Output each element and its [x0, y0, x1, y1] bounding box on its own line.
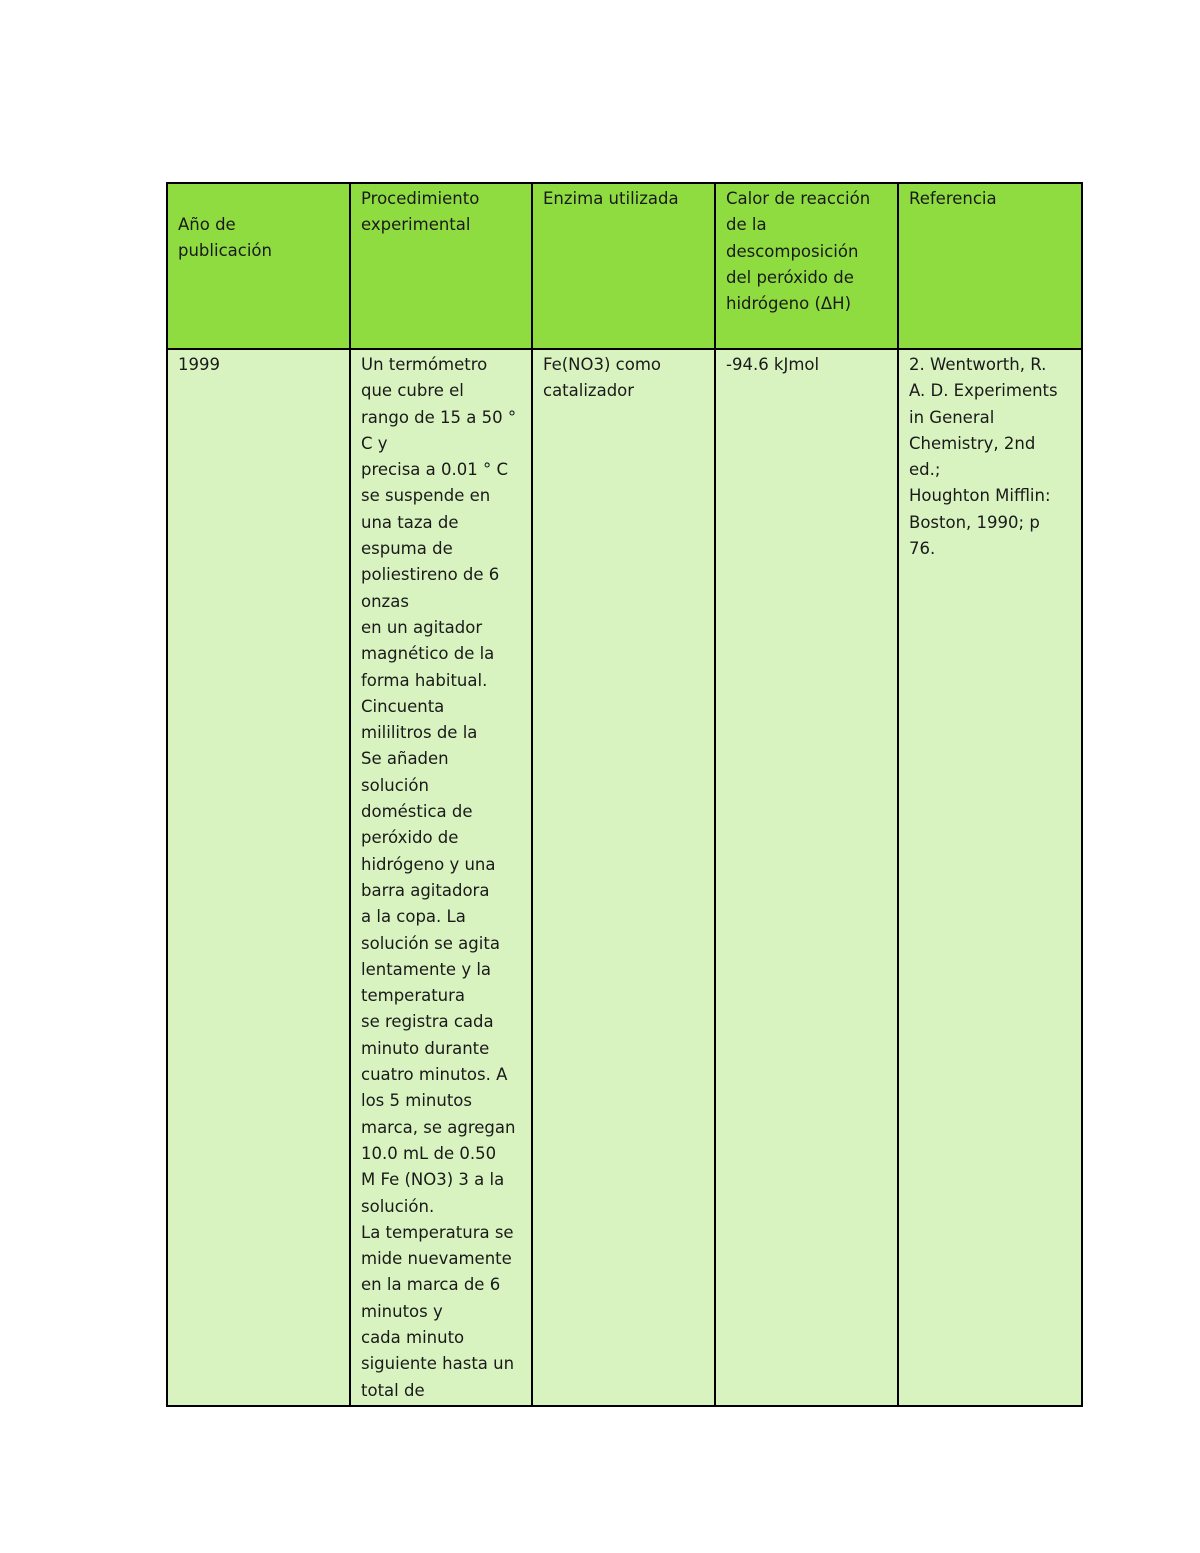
- header-reference-label: Referencia: [909, 189, 997, 208]
- cell-heat: [715, 349, 898, 1406]
- header-cell-enzyme: [532, 183, 715, 349]
- data-table: [166, 182, 1083, 1407]
- reference-text: 2. Wentworth, R. A. D. Experiments in General Chemistry, 2nd ed.; Houghton Mifflin: Boston, 1990; p 76.: [909, 355, 1058, 559]
- header-procedure-label: Procedimiento experimental: [361, 189, 480, 235]
- cell-enzyme: [532, 349, 715, 1406]
- header-enzyme-label: Enzima utilizada: [543, 189, 679, 208]
- header-year-label: Año de publicación: [178, 215, 272, 261]
- cell-reference: [898, 349, 1082, 1406]
- cell-procedure: [350, 349, 532, 1406]
- year-value: 1999: [178, 355, 220, 374]
- enzyme-text: Fe(NO3) como catalizador: [543, 355, 662, 401]
- header-cell-year: [167, 183, 350, 349]
- cell-year: [167, 349, 350, 1406]
- table-header-row: [167, 183, 1082, 349]
- header-cell-heat: [715, 183, 898, 349]
- table-row: [167, 349, 1082, 1406]
- header-heat-label: Calor de reacción de la descomposición del peróxido de hidrógeno (ΔH): [726, 189, 871, 314]
- procedure-text: Un termómetro que cubre el rango de 15 a 50 ° C y precisa a 0.01 ° C se suspende en una taza de espuma de poliestireno de 6 onzas en un agitador magnético de la forma habitual. Cincuenta mililitros de la Se añaden solución doméstica de peróxido de hidrógeno y una barra agitadora a la copa. La solución se agita lentamente y la temperatura se registra cada minuto durante cuatro minutos. A los 5 minutos marca, se agregan 10.0 mL de 0.50 M Fe (NO3) 3 a la solución. La temperatura se mide nuevamente en la marca de 6 minutos y cada minuto siguiente hasta un total de: [361, 355, 517, 1400]
- header-cell-procedure: [350, 183, 532, 349]
- header-cell-reference: [898, 183, 1082, 349]
- heat-value: -94.6 kJmol: [726, 355, 820, 374]
